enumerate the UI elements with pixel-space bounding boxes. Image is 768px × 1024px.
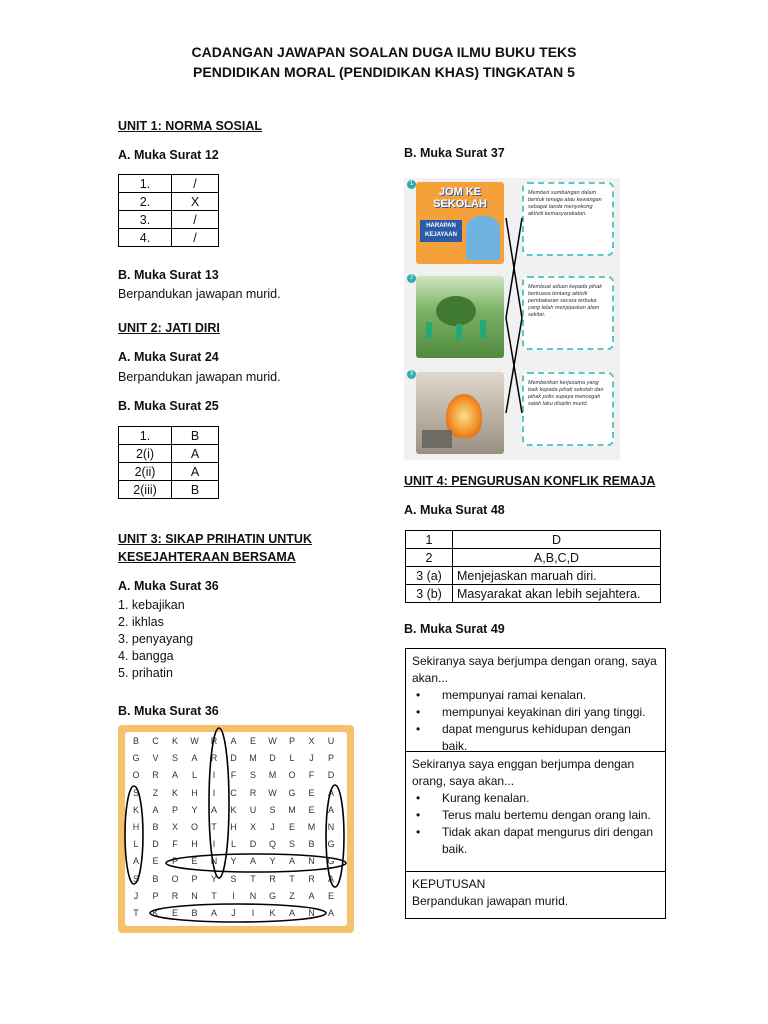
answer-box-refuse: Sekiranya saya enggan berjumpa dengan orang, saya akan... • Kurang kenalan. • Terus malu bertemu dengan orang lain. • Tidak akan dapat mengurus diri dengan baik. xyxy=(405,751,666,872)
grid-letter: M xyxy=(268,770,277,781)
grid-letter: A xyxy=(191,753,198,764)
table-row: 2(i) A xyxy=(119,445,219,463)
table-row: 2(iii) B xyxy=(119,481,219,499)
grid-letter: S xyxy=(230,873,237,884)
grid-letter: L xyxy=(133,839,139,850)
grid-letter: I xyxy=(212,770,216,781)
grid-letter: A xyxy=(308,890,315,901)
grid-letter: S xyxy=(132,873,139,884)
word-search-frame xyxy=(118,725,354,933)
list-item: 3. penyayang xyxy=(118,632,194,646)
match-number: 2 xyxy=(407,274,416,283)
match-statement-3: Memberikan kerjasama yang baik kepada pihak sekolah dan pihak polis supaya mencegah salah laku disiplin murid. xyxy=(522,372,614,446)
grid-letter: A xyxy=(152,804,159,815)
table-row: 2. X xyxy=(119,193,219,211)
grid-letter: C xyxy=(152,736,159,746)
grid-letter: N xyxy=(308,856,315,867)
circle-penyayang xyxy=(166,854,346,872)
table-row: 3 (a) Menjejaskan maruah diri. xyxy=(406,567,661,585)
grid-letter: H xyxy=(132,822,140,832)
grid-letter: E xyxy=(171,908,178,918)
list-item: 4. bangga xyxy=(118,649,174,663)
list-item: • mempunyai ramai kenalan. xyxy=(416,688,587,702)
unit1-a-label: A. Muka Surat 12 xyxy=(118,148,219,162)
grid-letter: R xyxy=(308,873,315,884)
grid-letter: E xyxy=(327,890,334,901)
grid-letter: Y xyxy=(269,856,276,867)
grid-letter: G xyxy=(327,856,335,867)
grid-letter: P xyxy=(327,753,334,764)
grid-letter: U xyxy=(327,736,335,746)
grid-letter: T xyxy=(133,908,139,918)
grid-letter: O xyxy=(190,822,198,832)
grid-letter: F xyxy=(308,770,315,781)
grid-letter: H xyxy=(191,839,198,850)
grid-letter: U xyxy=(249,804,257,815)
grid-letter: P xyxy=(191,873,198,884)
list-item: • dapat mengurus kehidupan dengan baik. xyxy=(416,722,631,753)
grid-letter: N xyxy=(210,856,218,867)
grid-letter: N xyxy=(327,822,335,832)
unit1-heading: UNIT 1: NORMA SOSIAL xyxy=(118,119,262,133)
grid-letter: Y xyxy=(210,873,217,884)
grid-letter: S xyxy=(249,770,256,781)
list-item: 1. kebajikan xyxy=(118,598,185,612)
grid-letter: D xyxy=(327,770,335,781)
grid-letter: E xyxy=(191,856,198,867)
grid-letter: F xyxy=(172,839,178,850)
circle-kebajikan xyxy=(150,904,326,922)
grid-letter: O xyxy=(288,770,296,781)
unit3-a-label: A. Muka Surat 36 xyxy=(118,579,219,593)
grid-letter: A xyxy=(171,770,178,781)
grid-letter: C xyxy=(230,787,237,798)
grid-letter: X xyxy=(308,736,315,746)
grid-letter: D xyxy=(249,839,257,850)
unit1-b-label: B. Muka Surat 13 xyxy=(118,268,219,282)
grid-letter: L xyxy=(191,770,197,781)
unit2-a-text: Berpandukan jawapan murid. xyxy=(118,370,281,384)
grid-letter: L xyxy=(289,753,295,764)
table-row: 1 D xyxy=(406,531,661,549)
grid-letter: E xyxy=(308,787,315,798)
grid-letter: H xyxy=(191,787,198,798)
grid-letter: M xyxy=(288,804,296,815)
grid-letter: Y xyxy=(191,804,198,815)
match-statement-1: Memberi sumbangan dalam bentuk tenaga atau kewangan sebagai tanda menyokong aktiviti kemasyarakatan. xyxy=(522,182,614,256)
grid-letter: B xyxy=(132,736,139,746)
grid-letter: P xyxy=(152,890,159,901)
table-row: 1. / xyxy=(119,175,219,193)
grid-letter: N xyxy=(191,890,198,901)
grid-letter: J xyxy=(309,753,314,764)
grid-letter: D xyxy=(230,753,237,764)
grid-letter: T xyxy=(211,822,217,832)
grid-letter: P xyxy=(171,804,178,815)
unit2-b-label: B. Muka Surat 25 xyxy=(118,399,219,413)
grid-letter: A xyxy=(210,804,217,815)
grid-letter: A xyxy=(327,787,334,798)
grid-letter: H xyxy=(230,822,237,832)
grid-letter: B xyxy=(152,822,159,832)
grid-letter: B xyxy=(308,839,315,850)
grid-letter: R xyxy=(210,753,218,764)
grid-letter: A xyxy=(249,856,256,867)
grid-letter: T xyxy=(211,890,217,901)
grid-letter: A xyxy=(210,908,217,918)
grid-letter: T xyxy=(289,873,295,884)
list-item: • Terus malu bertemu dengan orang lain. xyxy=(416,808,651,822)
unit3-b-label: B. Muka Surat 36 xyxy=(118,704,219,718)
unit3-a-list xyxy=(118,597,193,682)
grid-letter: R xyxy=(249,787,257,798)
table-row: 3. / xyxy=(119,211,219,229)
grid-letter: J xyxy=(231,908,236,918)
grid-letter: A xyxy=(230,736,237,746)
grid-letter: G xyxy=(132,753,140,764)
grid-letter: X xyxy=(171,822,178,832)
table-row: 4. / xyxy=(119,229,219,247)
grid-letter: R xyxy=(269,873,276,884)
grid-letter: K xyxy=(152,908,159,918)
grid-letter: V xyxy=(152,753,159,764)
grid-letter: X xyxy=(249,822,256,832)
grid-letter: E xyxy=(308,804,315,815)
grid-letter: R xyxy=(171,890,179,901)
grid-letter: G xyxy=(288,787,296,798)
grid-letter: G xyxy=(327,839,335,850)
grid-letter: K xyxy=(132,804,139,815)
grid-letter: E xyxy=(249,736,256,746)
grid-letter: N xyxy=(249,890,257,901)
grid-letter: J xyxy=(133,890,139,901)
circle-kasih xyxy=(125,786,143,884)
grid-letter: O xyxy=(132,770,140,781)
list-item: • Kurang kenalan. xyxy=(416,791,530,805)
circle-bangga xyxy=(326,785,344,887)
grid-letter: J xyxy=(270,822,275,832)
unit2-heading: UNIT 2: JATI DIRI xyxy=(118,321,220,335)
list-item: • Tidak akan dapat mengurus diri dengan baik. xyxy=(416,825,654,856)
grid-letter: Z xyxy=(289,890,295,901)
grid-letter: S xyxy=(132,787,139,798)
grid-letter: P xyxy=(288,736,295,746)
grid-letter: E xyxy=(288,822,295,832)
unit1-b-text: Berpandukan jawapan murid. xyxy=(118,287,281,301)
page-title-line1: CADANGAN JAWAPAN SOALAN DUGA ILMU BUKU TEKS xyxy=(191,44,577,60)
answer-box-decision: KEPUTUSAN Berpandukan jawapan murid. xyxy=(405,871,666,919)
grid-letter: S xyxy=(269,804,276,815)
grid-letter: F xyxy=(230,770,237,781)
unit4-a-table xyxy=(405,530,661,603)
grid-letter: O xyxy=(171,873,179,884)
grid-letter: R xyxy=(210,736,218,746)
grid-letter: B xyxy=(191,908,198,918)
unit3-heading-line1: UNIT 3: SIKAP PRIHATIN UNTUK xyxy=(118,532,312,546)
grid-letter: K xyxy=(171,787,178,798)
grid-letter: G xyxy=(268,890,276,901)
grid-letter: Y xyxy=(230,856,237,867)
grid-letter: M xyxy=(307,822,316,832)
poster-jom-ke-sekolah: JOM KE SEKOLAH HARAPAN KEJAYAAN xyxy=(416,182,504,264)
unit2-b-table xyxy=(118,426,219,499)
unit1-a-table xyxy=(118,174,219,247)
table-row: 3 (b) Masyarakat akan lebih sejahtera. xyxy=(406,585,661,603)
grid-letter: D xyxy=(152,839,159,850)
word-search-circles xyxy=(118,725,354,933)
unit3-heading-line2: KESEJAHTERAAN BERSAMA xyxy=(118,550,296,564)
grid-letter: I xyxy=(251,908,255,918)
grid-letter: A xyxy=(327,873,334,884)
grid-letter: K xyxy=(230,804,237,815)
grid-letter: R xyxy=(152,770,159,781)
grid-letter: S xyxy=(171,753,178,764)
unit3-b2-label: B. Muka Surat 37 xyxy=(404,146,505,160)
grid-letter: D xyxy=(269,753,276,764)
grid-letter: B xyxy=(152,873,159,884)
match-statement-2: Membuat aduan kepada pihak berkuasa tentang aktiviti pembakaran secara terbuka yang telah menjejaskan alam sekitar. xyxy=(522,276,614,350)
match-number: 1 xyxy=(407,180,416,189)
grid-letter: A xyxy=(288,908,295,918)
grid-letter: M xyxy=(249,753,257,764)
grid-letter: A xyxy=(327,804,334,815)
grid-letter: A xyxy=(132,856,139,867)
unit4-b-label: B. Muka Surat 49 xyxy=(404,622,505,636)
grid-letter: W xyxy=(190,736,199,746)
grid-letter: E xyxy=(152,856,159,867)
table-row: 2 A,B,C,D xyxy=(406,549,661,567)
grid-letter: A xyxy=(327,908,334,918)
answer-box-meet: Sekiranya saya berjumpa dengan orang, saya akan... • mempunyai ramai kenalan. • mempunyai keyakinan diri yang tinggi. • dapat mengurus kehidupan dengan baik. xyxy=(405,648,666,752)
unit4-heading: UNIT 4: PENGURUSAN KONFLIK REMAJA xyxy=(404,474,656,488)
matching-exercise xyxy=(404,178,620,460)
page-title-line2: PENDIDIKAN MORAL (PENDIDIKAN KHAS) TINGKATAN 5 xyxy=(193,64,575,80)
list-item: • mempunyai keyakinan diri yang tinggi. xyxy=(416,705,646,719)
matching-lines xyxy=(404,178,620,460)
grid-letter: Z xyxy=(152,787,159,798)
grid-letter: K xyxy=(269,908,276,918)
grid-letter: P xyxy=(171,856,178,867)
unit4-a-label: A. Muka Surat 48 xyxy=(404,503,505,517)
list-item: 5. prihatin xyxy=(118,666,173,680)
grid-letter: T xyxy=(250,873,256,884)
list-item: 2. ikhlas xyxy=(118,615,164,629)
grid-letter: W xyxy=(268,736,277,746)
grid-letter: S xyxy=(288,839,295,850)
grid-letter: I xyxy=(212,787,216,798)
grid-letter: K xyxy=(171,736,178,746)
grid-letter: I xyxy=(212,839,216,850)
grid-letter: N xyxy=(308,908,315,918)
grid-letter: Q xyxy=(268,839,276,850)
grid-letter: W xyxy=(268,787,277,798)
grid-letter: A xyxy=(288,856,295,867)
table-row: 1. B xyxy=(119,427,219,445)
table-row: 2(ii) A xyxy=(119,463,219,481)
grid-letter: I xyxy=(232,890,235,901)
match-number: 3 xyxy=(407,370,416,379)
grid-letter: L xyxy=(230,839,236,850)
unit2-a-label: A. Muka Surat 24 xyxy=(118,350,219,364)
